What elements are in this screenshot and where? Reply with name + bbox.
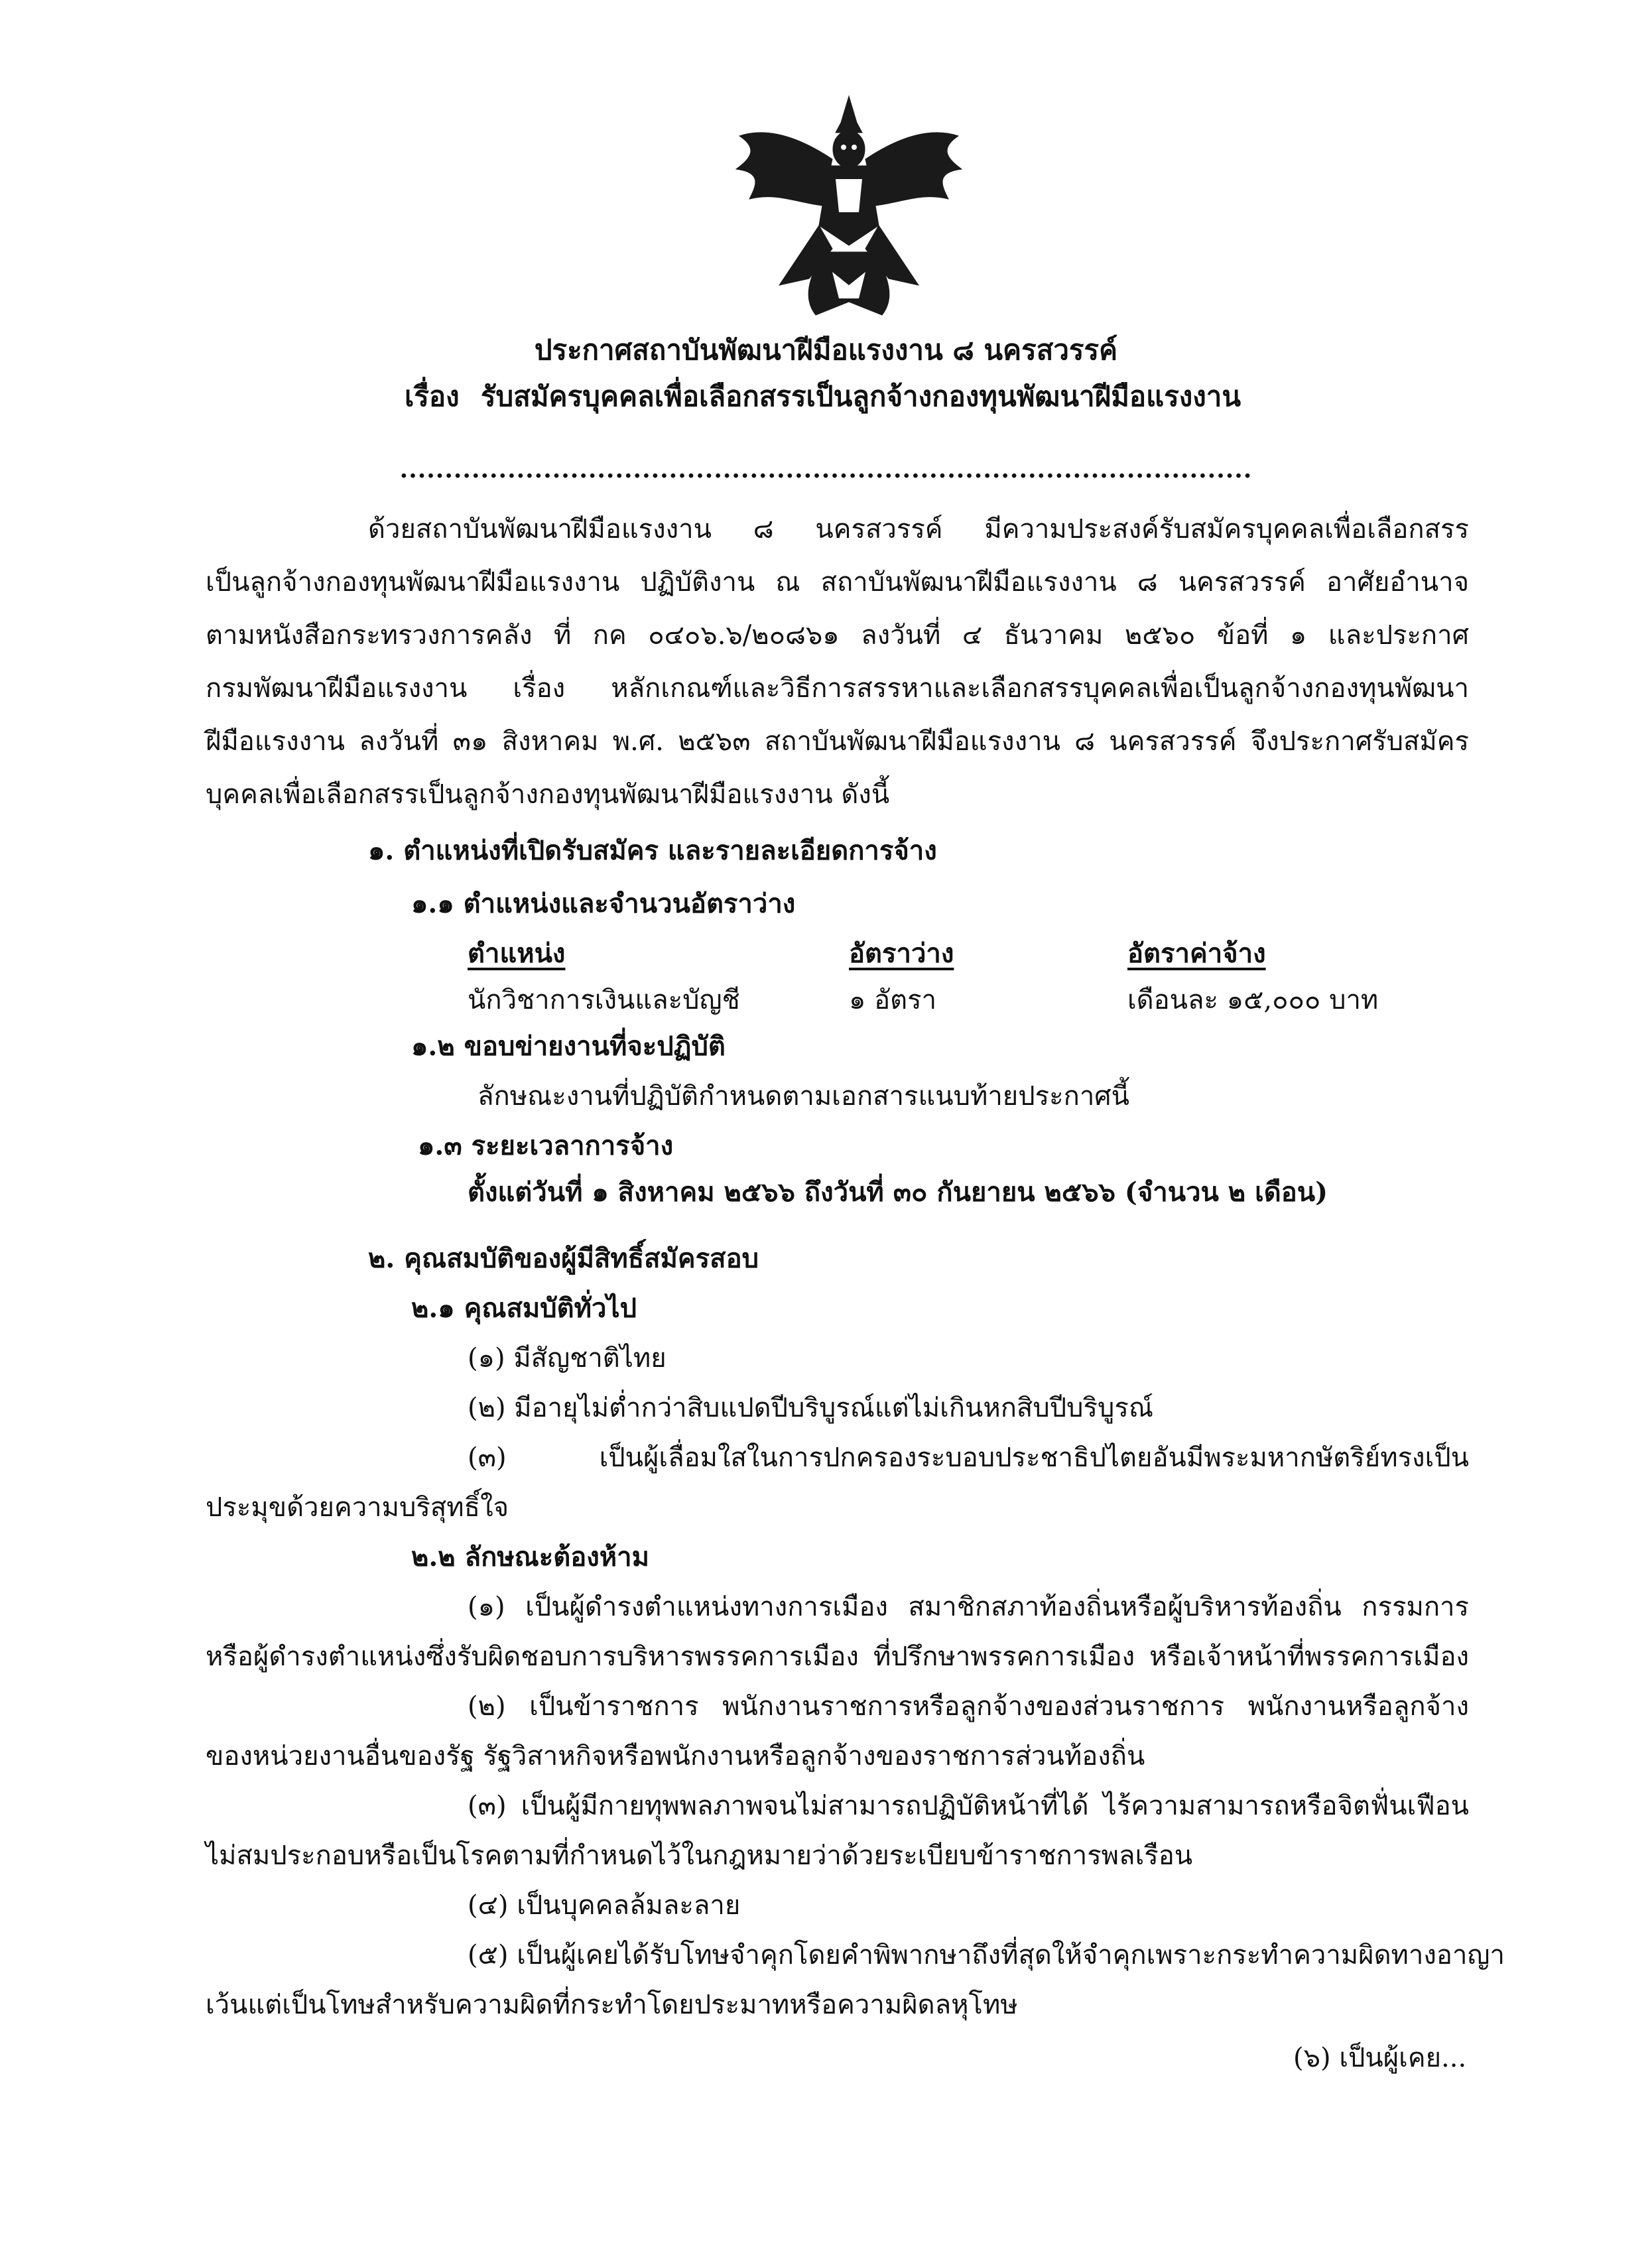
section-1-2-text: ลักษณะงานที่ปฏิบัติกำหนดตามเอกสารแนบท้ายประกาศนี้: [477, 1081, 1130, 1112]
table-header-vacancy: อัตราว่าง: [849, 938, 954, 969]
section-1-1-heading: ๑.๑ ตำแหน่งและจำนวนอัตราว่าง: [411, 888, 796, 919]
intro-line-3: ตามหนังสือกระทรวงการคลัง ที่ กค ๐๔๐๖.๖/๒๐๘๖๑ ลงวันที่ ๔ ธันวาคม ๒๕๖๐ ข้อที่ ๑ และประกาศ: [206, 620, 1469, 651]
section-2-1-item-1: (๑) มีสัญชาติไทย: [468, 1343, 667, 1374]
section-2-2-item-5b: เว้นแต่เป็นโทษสำหรับความผิดที่กระทำโดยประมาทหรือความผิดลหุโทษ: [206, 1990, 1018, 2020]
section-2-1-item-2: (๒) มีอายุไม่ต่ำกว่าสิบแปดปีบริบูรณ์แต่ไม่เกินหกสิบปีบริบูรณ์: [468, 1393, 1153, 1423]
section-1-heading: ๑. ตำแหน่งที่เปิดรับสมัคร และรายละเอียดการจ้าง: [368, 835, 937, 866]
section-2-2-item-1a: (๑) เป็นผู้ดำรงตำแหน่งทางการเมือง สมาชิกสภาท้องถิ่นหรือผู้บริหารท้องถิ่น กรรมการ: [468, 1592, 1469, 1622]
subject-label: เรื่อง: [405, 380, 460, 413]
section-2-1-item-3b: ประมุขด้วยความบริสุทธิ์ใจ: [206, 1492, 509, 1523]
table-cell-position: นักวิชาการเงินและบัญชี: [468, 985, 740, 1015]
section-1-3-text: ตั้งแต่วันที่ ๑ สิงหาคม ๒๕๖๖ ถึงวันที่ ๓๐ กันยายน ๒๕๖๖ (จำนวน ๒ เดือน): [468, 1177, 1328, 1208]
section-2-2-heading: ๒.๒ ลักษณะต้องห้าม: [411, 1541, 650, 1573]
section-2-2-item-5a: (๕) เป็นผู้เคยได้รับโทษจำคุกโดยคำพิพากษาถึงที่สุดให้จำคุกเพราะกระทำความผิดทางอาญา: [468, 1940, 1505, 1970]
section-2-2-item-2b: ของหน่วยงานอื่นของรัฐ รัฐวิสาหกิจหรือพนักงานหรือลูกจ้างของราชการส่วนท้องถิ่น: [206, 1741, 1145, 1772]
intro-line-5: ฝีมือแรงงาน ลงวันที่ ๓๑ สิงหาคม พ.ศ. ๒๕๖๓ สถาบันพัฒนาฝีมือแรงงาน ๘ นครสวรรค์ จึงประกาศรับสมัคร: [206, 726, 1469, 757]
garuda-emblem-icon: [723, 86, 975, 325]
intro-line-6: บุคคลเพื่อเลือกสรรเป็นลูกจ้างกองทุนพัฒนาฝีมือแรงงาน ดังนี้: [206, 779, 890, 810]
section-1-3-heading: ๑.๓ ระยะเวลาการจ้าง: [418, 1130, 674, 1161]
section-2-2-item-2a: (๒) เป็นข้าราชการ พนักงานราชการหรือลูกจ้างของส่วนราชการ พนักงานหรือลูกจ้าง: [468, 1691, 1469, 1722]
section-2-1-item-3a: (๓) เป็นผู้เลื่อมใสในการปกครองระบอบประชาธิปไตยอันมีพระมหากษัตริย์ทรงเป็น: [468, 1443, 1469, 1473]
section-1-2-heading: ๑.๒ ขอบข่ายงานที่จะปฏิบัติ: [411, 1031, 726, 1062]
section-2-2-item-1b: หรือผู้ดำรงตำแหน่งซึ่งรับผิดชอบการบริหารพรรคการเมือง ที่ปรึกษาพรรคการเมือง หรือเจ้าหน้าที่พรรคการเมือง: [206, 1642, 1469, 1672]
intro-line-4: กรมพัฒนาฝีมือแรงงาน เรื่อง หลักเกณฑ์และวิธีการสรรหาและเลือกสรรบุคคลเพื่อเป็นลูกจ้างกองทุนพัฒนา: [206, 673, 1469, 704]
section-2-1-heading: ๒.๑ คุณสมบัติทั่วไป: [411, 1293, 637, 1324]
document-title: ประกาศสถาบันพัฒนาฝีมือแรงงาน ๘ นครสวรรค์: [534, 334, 1118, 366]
table-header-wage: อัตราค่าจ้าง: [1127, 938, 1266, 969]
table-cell-vacancy: ๑ อัตรา: [849, 985, 937, 1015]
subject-text: รับสมัครบุคคลเพื่อเลือกสรรเป็นลูกจ้างกองทุนพัฒนาฝีมือแรงงาน: [481, 380, 1241, 413]
intro-line-2: เป็นลูกจ้างกองทุนพัฒนาฝีมือแรงงาน ปฏิบัติงาน ณ สถาบันพัฒนาฝีมือแรงงาน ๘ นครสวรรค์ อาศัยอำนาจ: [206, 567, 1469, 598]
header-separator: ...............................................................................................: [399, 456, 1253, 483]
section-2-2-item-3b: ไม่สมประกอบหรือเป็นโรคตามที่กำหนดไว้ในกฎหมายว่าด้วยระเบียบข้าราชการพลเรือน: [206, 1840, 1193, 1871]
section-2-2-item-3a: (๓) เป็นผู้มีกายทุพพลภาพจนไม่สามารถปฏิบัติหน้าที่ได้ ไร้ความสามารถหรือจิตฟั่นเฟือน: [468, 1791, 1469, 1821]
table-header-position: ตำแหน่ง: [468, 938, 566, 969]
section-2-2-item-4: (๔) เป็นบุคคลล้มละลาย: [468, 1890, 741, 1921]
table-cell-wage: เดือนละ ๑๕,๐๐๐ บาท: [1127, 985, 1379, 1015]
continuation-text: (๖) เป็นผู้เคย...: [1293, 2043, 1467, 2073]
section-2-heading: ๒. คุณสมบัติของผู้มีสิทธิ์สมัครสอบ: [368, 1243, 759, 1274]
intro-line-1: ด้วยสถาบันพัฒนาฝีมือแรงงาน ๘ นครสวรรค์ มีความประสงค์รับสมัครบุคคลเพื่อเลือกสรร: [368, 514, 1469, 545]
